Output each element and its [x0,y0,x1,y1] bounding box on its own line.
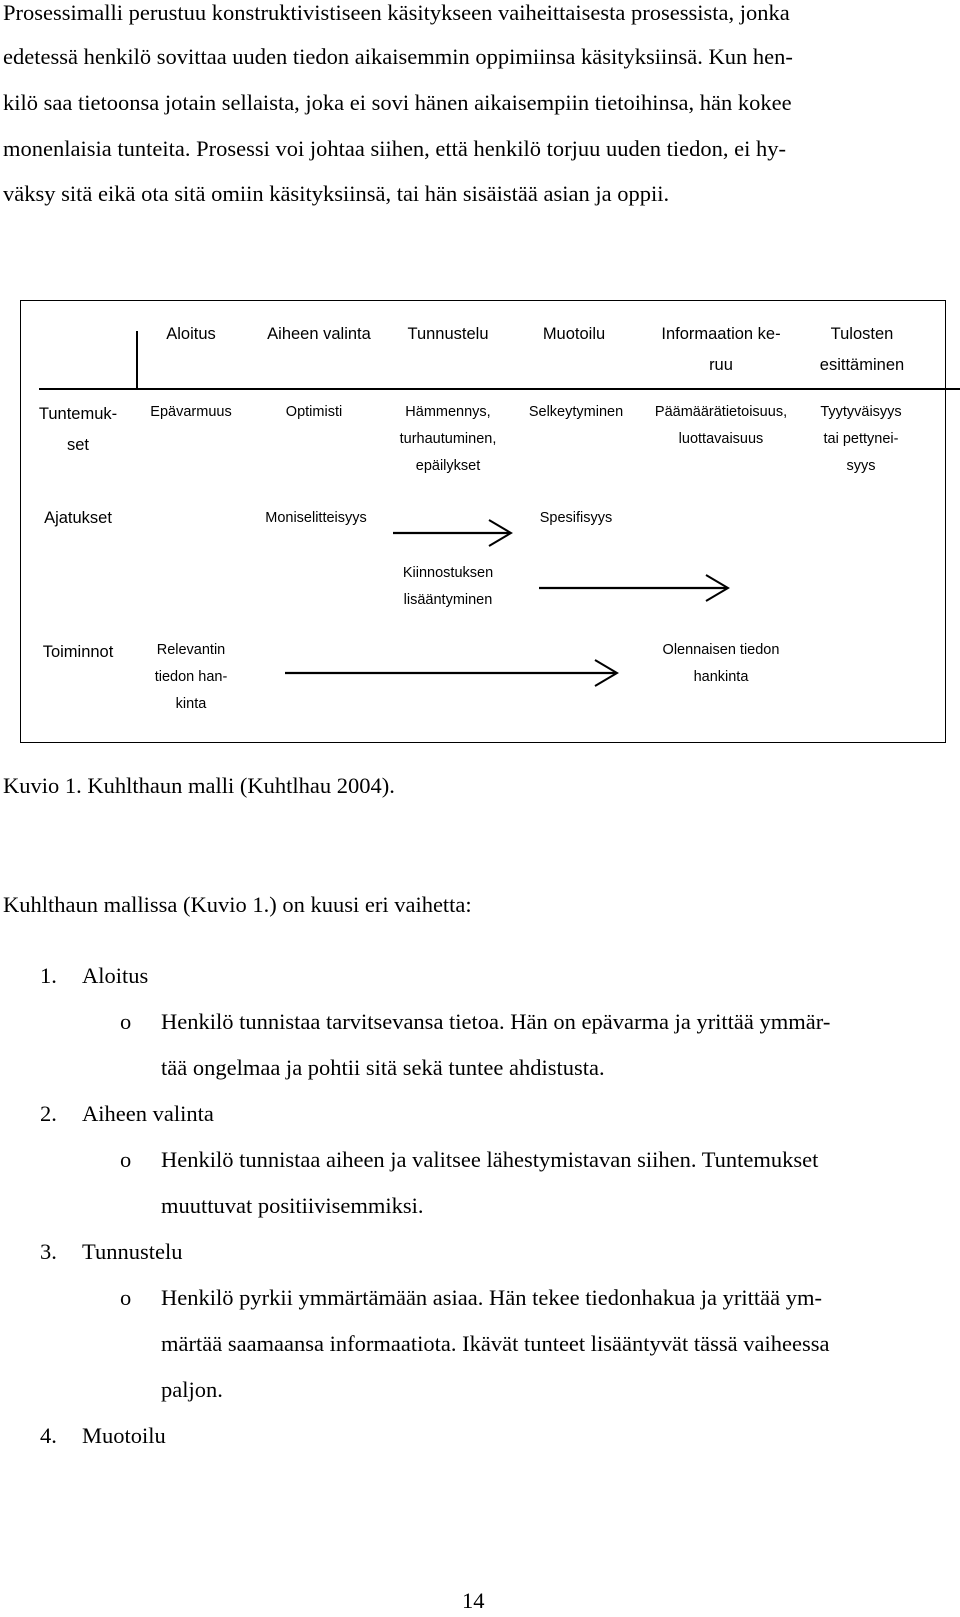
list-text-line: Henkilö tunnistaa aiheen ja valitsee lähestymistavan siihen. Tuntemukset [161,1147,819,1172]
column-header-line: ruu [709,356,733,374]
list-text-line: paljon. [161,1377,223,1402]
intro-line: Prosessimalli perustuu konstruktivistiseen käsitykseen vaiheittaisesta prosessista, jonka [3,0,790,25]
cell-moniselitteisyys: Moniselitteisyys [265,510,367,526]
row-label-tuntemukset [25,399,131,461]
list-number: 4. [40,1423,57,1448]
column-header-line: Informaation ke- [661,325,781,343]
cell-line: epäilykset [415,458,481,474]
cell-line: Kiinnostuksen [402,565,494,581]
column-header-tunnustelu [393,319,503,350]
cell-line: tai pettynei- [823,431,899,447]
cell-kiinnostuksen-lisaantyminen [383,560,513,614]
row-label-line: Tuntemuk- [38,405,118,423]
list-title: Muotoilu [82,1423,166,1448]
page-number: 14 [462,1588,485,1613]
row-label-line: set [66,436,89,454]
cell-spesifisyys: Spesifisyys [539,510,613,526]
cell-line: Tyytyväisyys [820,404,902,420]
cell-line: Olennaisen tiedon [662,642,780,658]
column-header-aloitus [141,319,241,350]
column-header-line: Aloitus [166,325,216,343]
figure-caption: Kuvio 1. Kuhlthaun malli (Kuhtlhau 2004). [3,773,395,798]
intro-line: edetessä henkilö sovittaa uuden tiedon aikaisemmin oppimiinsa käsityksiinsä. Kun hen- [3,44,793,69]
cell-line: tiedon han- [154,669,228,685]
cell-tyytyvaisyys [803,399,919,480]
column-header-line: Tulosten [830,325,894,343]
cell-relevantin-tiedon-hankinta [139,637,243,718]
kuhlthau-model-diagram [20,300,946,743]
intro-line: kilö saa tietoonsa jotain sellaista, joka ei sovi hänen aikaisempiin tietoihinsa, hän kokee [3,90,792,115]
intro-line: väksy sitä eikä ota sitä omiin käsityksiinsä, tai hän sisäistää asian ja oppii. [3,181,670,206]
column-header-aiheen-valinta [249,319,389,350]
cell-paamaaratietoisuus [643,399,799,453]
cell-epavarmuus [139,399,243,426]
list-bullet: o [120,1147,132,1172]
cell-line: luottavaisuus [678,431,764,447]
list-intro: Kuhlthaun mallissa (Kuvio 1.) on kuusi eri vaihetta: [3,892,472,917]
row-label-toiminnot: Toiminnot [42,643,114,661]
list-title: Aloitus [82,963,149,988]
cell-line: Relevantin [156,642,226,658]
cell-line: syys [846,458,876,474]
list-title: Aiheen valinta [82,1101,214,1126]
list-text-line: Henkilö pyrkii ymmärtämään asiaa. Hän tekee tiedonhakua ja yrittää ym- [161,1285,823,1310]
list-number: 2. [40,1101,57,1126]
intro-line: monenlaisia tunteita. Prosessi voi johtaa siihen, että henkilö torjuu uuden tiedon, ei hy- [3,136,786,161]
cell-hammennys [383,399,513,480]
row-label-ajatukset: Ajatukset [44,509,112,527]
list-text-line: tää ongelmaa ja pohtii sitä sekä tuntee ahdistusta. [161,1055,605,1080]
list-bullet: o [120,1009,132,1034]
column-header-line: Aiheen valinta [267,325,371,343]
cell-line: Päämäärätietoisuus, [654,404,788,420]
list-text-line: märtää saamaansa informaatiota. Ikävät tunteet lisääntyvät tässä vaiheessa [161,1331,830,1356]
column-header-tulosten-esittaminen [807,319,917,381]
list-text-line: Henkilö tunnistaa tarvitsevansa tietoa. Hän on epävarma ja yrittää ymmär- [161,1009,831,1034]
list-text-line: muuttuvat positiivisemmiksi. [161,1193,424,1218]
cell-line: kinta [175,696,207,712]
cell-selkeytyminen [516,399,636,426]
cell-line: Hämmennys, [405,404,491,420]
column-header-line: Muotoilu [542,325,606,343]
cell-line: hankinta [693,669,749,685]
column-header-line: esittäminen [819,356,905,374]
column-header-muotoilu [519,319,629,350]
cell-line: Epävarmuus [150,404,232,420]
list-bullet: o [120,1285,132,1310]
cell-line: turhautuminen, [399,431,497,447]
column-header-informaation-keruu [646,319,796,381]
cell-olennaisen-tiedon-hankinta [643,637,799,691]
cell-line: lisääntyminen [403,592,493,608]
column-header-line: Tunnustelu [407,325,489,343]
cell-line: Optimisti [285,404,343,420]
cell-optimisti [259,399,369,426]
list-number: 1. [40,963,57,988]
list-title: Tunnustelu [82,1239,183,1264]
cell-line: Selkeytyminen [528,404,624,420]
list-number: 3. [40,1239,57,1264]
